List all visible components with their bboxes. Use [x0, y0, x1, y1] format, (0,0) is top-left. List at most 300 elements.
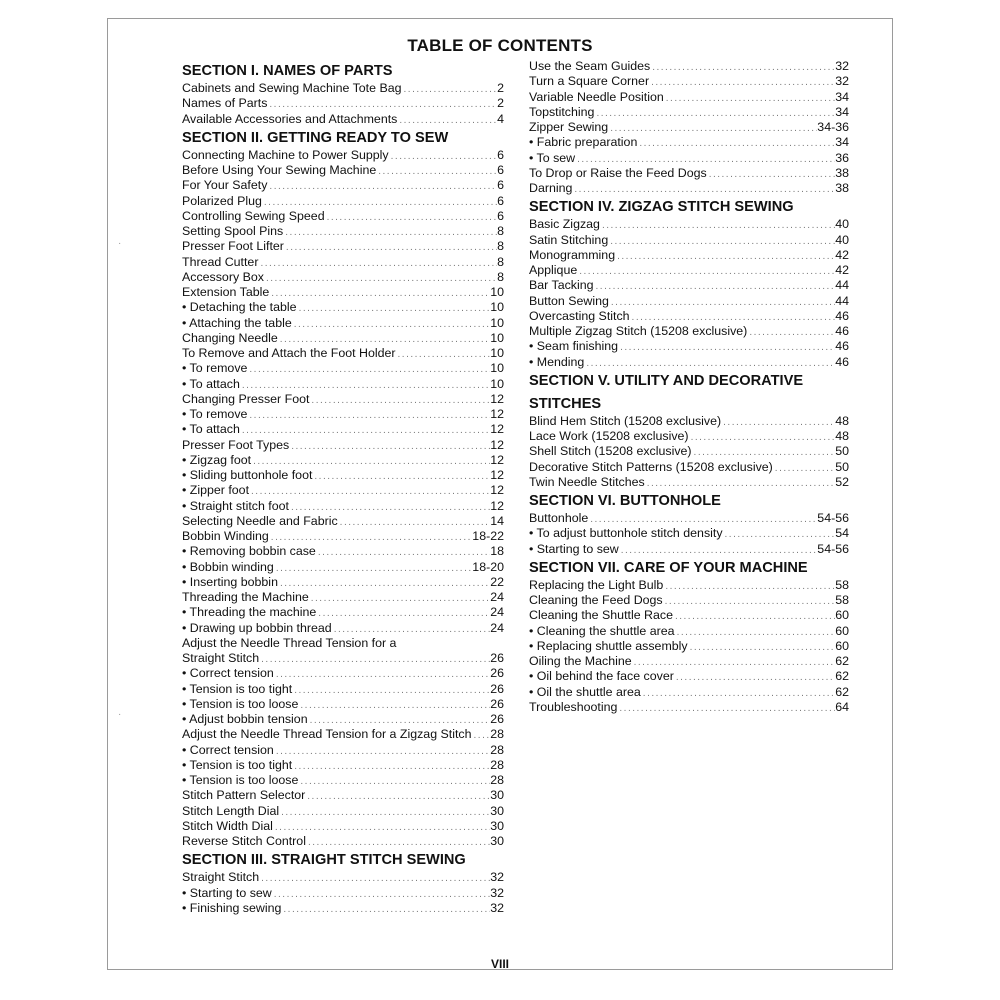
- toc-page-number: 30: [490, 834, 504, 848]
- toc-page-number: 52: [835, 474, 849, 489]
- toc-entry[interactable]: [182, 590, 504, 605]
- toc-entry-label: Darning: [529, 181, 573, 195]
- toc-entry-label: Extension Table: [182, 285, 270, 299]
- toc-entry-label: • Attaching the table: [182, 315, 292, 330]
- toc-entry-label: • Correct tension: [182, 666, 274, 681]
- toc-entry[interactable]: [182, 361, 504, 376]
- dot-leader: [292, 317, 490, 332]
- dot-leader: [264, 271, 497, 286]
- toc-entry-label: Bobbin Winding: [182, 529, 269, 543]
- toc-entry-label: Topstitching: [529, 104, 595, 119]
- toc-entry[interactable]: [182, 743, 504, 758]
- dot-leader: [618, 340, 835, 355]
- toc-page-number: 8: [497, 254, 504, 269]
- toc-page-number: 24: [490, 605, 504, 620]
- toc-entry[interactable]: [529, 166, 849, 181]
- scan-mark: ·: [118, 238, 122, 249]
- dot-leader: [600, 218, 835, 233]
- toc-entry-label: • Fabric preparation: [529, 135, 638, 150]
- toc-page-number: 38: [835, 165, 849, 180]
- toc-entry-label: Buttonhole: [529, 511, 589, 525]
- dot-leader: [274, 561, 472, 576]
- toc-entry[interactable]: [182, 682, 504, 697]
- toc-entry-label: To Drop or Raise the Feed Dogs: [529, 165, 707, 180]
- toc-page-number: 60: [835, 623, 849, 638]
- page-title: TABLE OF CONTENTS: [407, 36, 593, 55]
- dot-leader: [297, 301, 491, 316]
- toc-entry[interactable]: [529, 608, 849, 623]
- toc-entry[interactable]: [182, 422, 504, 437]
- toc-entry[interactable]: [182, 727, 504, 742]
- dot-leader: [630, 310, 836, 325]
- toc-page-number: 22: [490, 574, 504, 589]
- dot-leader: [251, 454, 490, 469]
- toc-entry[interactable]: [529, 669, 849, 684]
- dot-leader: [402, 82, 498, 97]
- dot-leader: [707, 167, 836, 182]
- toc-entry[interactable]: [182, 316, 504, 331]
- dot-leader: [641, 686, 835, 701]
- toc-right-column: [529, 59, 849, 715]
- toc-entry-label: Presser Foot Types: [182, 437, 290, 452]
- toc-entry-label: Changing Presser Foot: [182, 391, 310, 406]
- toc-page-number: 8: [497, 239, 504, 254]
- toc-page-number: 48: [835, 413, 849, 428]
- dot-leader: [637, 136, 835, 151]
- toc-page-number: 26: [490, 681, 504, 696]
- toc-entry-label: • Starting to sew: [529, 541, 619, 556]
- toc-entry[interactable]: [529, 294, 849, 309]
- dot-leader: [316, 545, 490, 560]
- dot-leader: [278, 576, 490, 591]
- toc-entry[interactable]: [529, 339, 849, 354]
- toc-entry-label: Twin Needle Stitches: [529, 474, 645, 489]
- toc-entry-label: • Zipper foot: [182, 483, 250, 498]
- toc-entry-label: • Oil the shuttle area: [529, 684, 641, 699]
- toc-page-number: 34: [835, 104, 849, 119]
- toc-page-number: 10: [490, 285, 504, 299]
- toc-page-number: 12: [490, 407, 504, 421]
- toc-entry[interactable]: [529, 90, 849, 105]
- toc-entry[interactable]: [182, 870, 504, 885]
- toc-entry[interactable]: [182, 651, 504, 666]
- toc-entry[interactable]: [529, 120, 849, 135]
- toc-page-number: 44: [835, 293, 849, 308]
- toc-entry[interactable]: [182, 483, 504, 498]
- toc-entry-line: [182, 636, 504, 651]
- toc-entry[interactable]: [529, 414, 849, 429]
- toc-entry[interactable]: [529, 639, 849, 654]
- toc-page-number: 10: [490, 315, 504, 330]
- dot-leader: [773, 461, 835, 476]
- dot-leader: [274, 744, 490, 759]
- toc-entry-label: • To adjust buttonhole stitch density: [529, 526, 723, 541]
- toc-entry-label: • Straight stitch foot: [182, 498, 289, 513]
- section-heading: SECTION II. GETTING READY TO SEW: [182, 129, 449, 146]
- toc-page-number: 32: [490, 885, 504, 900]
- toc-entry[interactable]: [182, 209, 504, 224]
- toc-entry[interactable]: [182, 529, 504, 544]
- toc-entry[interactable]: [529, 654, 849, 669]
- dot-leader: [723, 527, 836, 542]
- toc-entry-label: • Inserting bobbin: [182, 574, 278, 589]
- toc-entry[interactable]: [182, 621, 504, 636]
- toc-page-number: 6: [497, 147, 504, 162]
- toc-entry-label: Multiple Zigzag Stitch (15208 exclusive): [529, 324, 748, 338]
- toc-entry[interactable]: [529, 429, 849, 444]
- toc-entry[interactable]: [529, 135, 849, 150]
- toc-entry[interactable]: [182, 834, 504, 849]
- toc-page-number: 4: [497, 111, 504, 126]
- toc-entry[interactable]: [529, 475, 849, 490]
- toc-entry-label: Setting Spool Pins: [182, 224, 284, 238]
- toc-page-number: 46: [835, 324, 849, 338]
- toc-entry[interactable]: [182, 712, 504, 727]
- toc-entry[interactable]: [529, 181, 849, 196]
- toc-entry[interactable]: [529, 578, 849, 593]
- toc-entry[interactable]: [529, 233, 849, 248]
- toc-entry-label: Polarized Plug: [182, 193, 262, 208]
- toc-entry[interactable]: [182, 560, 504, 575]
- dot-leader: [396, 347, 491, 362]
- toc-entry-label: • Sliding buttonhole foot: [182, 468, 313, 482]
- toc-entry-label: Presser Foot Lifter: [182, 239, 284, 254]
- toc-entry-label: Accessory Box: [182, 269, 264, 284]
- toc-page-number: 62: [835, 654, 849, 668]
- toc-entry-label: • To remove: [182, 361, 248, 376]
- dot-leader: [258, 256, 497, 271]
- toc-entry-label: Thread Cutter: [182, 254, 259, 269]
- toc-entry-label: Lace Work (15208 exclusive): [529, 429, 689, 443]
- toc-page-number: 10: [490, 346, 504, 360]
- toc-entry[interactable]: [182, 148, 504, 163]
- toc-page-number: 28: [490, 727, 504, 742]
- toc-page-number: 46: [835, 354, 849, 369]
- toc-page-number: 2: [497, 96, 504, 111]
- dot-leader: [289, 500, 490, 515]
- toc-entry-label: Button Sewing: [529, 293, 609, 308]
- dot-leader: [575, 152, 835, 167]
- toc-entry-label: Cleaning the Feed Dogs: [529, 593, 663, 607]
- toc-page-number: 10: [490, 376, 504, 391]
- dot-leader: [309, 393, 490, 408]
- toc-page-number: 8: [497, 224, 504, 238]
- dot-leader: [332, 622, 491, 637]
- toc-page-number: 50: [835, 459, 849, 474]
- toc-entry-label: For Your Safety: [182, 178, 268, 193]
- toc-page-number: 38: [835, 181, 849, 195]
- dot-leader: [584, 356, 835, 371]
- toc-entry[interactable]: [529, 74, 849, 89]
- toc-entry-label: Threading the Machine: [182, 590, 309, 604]
- toc-entry-label: • Mending: [529, 354, 585, 369]
- toc-entry[interactable]: [529, 700, 849, 715]
- toc-entry[interactable]: [182, 239, 504, 254]
- toc-entry[interactable]: [182, 514, 504, 529]
- dot-leader: [247, 408, 490, 423]
- dot-leader: [609, 295, 835, 310]
- dot-leader: [572, 182, 835, 197]
- toc-entry-label: Adjust the Needle Thread Tension for a Zigzag Stitch: [182, 727, 472, 742]
- toc-entry-label: • Tension is too tight: [182, 681, 293, 696]
- toc-entry-label: Straight Stitch: [182, 870, 260, 885]
- toc-entry-label: Basic Zigzag: [529, 217, 600, 232]
- toc-entry-label: • Bobbin winding: [182, 559, 274, 574]
- dot-leader: [289, 439, 490, 454]
- toc-entry-label: • Seam finishing: [529, 339, 619, 354]
- toc-page-number: 46: [835, 339, 849, 354]
- toc-page-number: 54-56: [817, 541, 849, 556]
- toc-page-number: 6: [497, 163, 504, 177]
- toc-entry[interactable]: [182, 758, 504, 773]
- toc-entry[interactable]: [182, 575, 504, 590]
- dot-leader: [274, 667, 490, 682]
- toc-entry[interactable]: [182, 788, 504, 803]
- toc-entry-label: • Zigzag foot: [182, 452, 252, 467]
- dot-leader: [689, 430, 836, 445]
- toc-entry-label: Selecting Needle and Fabric: [182, 513, 338, 528]
- section-heading: SECTION V. UTILITY AND DECORATIVE: [529, 372, 804, 389]
- toc-entry-label: Bar Tacking: [529, 278, 594, 293]
- toc-entry-label: Overcasting Stitch: [529, 308, 630, 323]
- toc-entry-label: Straight Stitch: [182, 651, 260, 665]
- toc-entry[interactable]: [182, 438, 504, 453]
- dot-leader: [674, 670, 835, 685]
- toc-entry-label: Oiling the Machine: [529, 654, 632, 668]
- toc-entry[interactable]: [182, 468, 504, 483]
- dot-leader: [673, 609, 835, 624]
- toc-page-number: 54: [835, 526, 849, 541]
- toc-page-number: 10: [490, 361, 504, 376]
- dot-leader: [608, 234, 835, 249]
- dot-leader: [267, 97, 497, 112]
- toc-page-number: 26: [490, 712, 504, 726]
- dot-leader: [389, 149, 497, 164]
- dot-leader: [249, 484, 490, 499]
- toc-entry[interactable]: [529, 324, 849, 339]
- toc-page-number: 26: [490, 666, 504, 681]
- toc-page-number: 18-20: [472, 559, 504, 574]
- toc-page-number: 34-36: [817, 120, 849, 134]
- toc-entry-label: Stitch Width Dial: [182, 818, 273, 833]
- toc-entry[interactable]: [182, 270, 504, 285]
- toc-entry[interactable]: [529, 511, 849, 526]
- toc-entry[interactable]: [182, 804, 504, 819]
- toc-page-number: 6: [497, 208, 504, 223]
- toc-page-number: 30: [490, 818, 504, 833]
- toc-entry-label: Replacing the Light Bulb: [529, 577, 664, 592]
- toc-page-number: 60: [835, 638, 849, 653]
- toc-page-number: 32: [835, 74, 849, 89]
- toc-entry-label: Changing Needle: [182, 330, 278, 345]
- toc-page-number: 48: [835, 429, 849, 443]
- toc-entry-label: Applique: [529, 263, 578, 277]
- toc-entry[interactable]: [529, 309, 849, 324]
- toc-entry-label: Troubleshooting: [529, 699, 618, 714]
- dot-leader: [281, 902, 490, 917]
- toc-entry[interactable]: [182, 666, 504, 681]
- toc-page-number: 24: [490, 590, 504, 604]
- toc-entry-label: • Replacing shuttle assembly: [529, 638, 688, 653]
- toc-page-number: 32: [490, 870, 504, 885]
- toc-entry[interactable]: [182, 178, 504, 193]
- toc-entry[interactable]: [529, 151, 849, 166]
- toc-page-number: 40: [835, 232, 849, 247]
- toc-page-number: 34: [835, 135, 849, 150]
- toc-entry-label: Monogramming: [529, 247, 616, 262]
- toc-entry-label: • To sew: [529, 150, 576, 165]
- dot-leader: [325, 210, 498, 225]
- toc-page-number: 12: [490, 498, 504, 513]
- toc-entry[interactable]: [182, 255, 504, 270]
- toc-page-number: 10: [490, 330, 504, 345]
- section-heading: SECTION IV. ZIGZAG STITCH SEWING: [529, 199, 794, 216]
- toc-entry[interactable]: [529, 444, 849, 459]
- dot-leader: [663, 594, 836, 609]
- dot-leader: [305, 789, 490, 804]
- toc-entry[interactable]: [529, 278, 849, 293]
- dot-leader: [240, 378, 490, 393]
- toc-entry-label: Use the Seam Guides: [529, 59, 651, 73]
- toc-entry[interactable]: [529, 105, 849, 120]
- toc-entry[interactable]: [182, 96, 504, 111]
- toc-page-number: 12: [490, 391, 504, 406]
- dot-leader: [594, 106, 835, 121]
- toc-entry-label: • Oil behind the face cover: [529, 669, 674, 684]
- dot-leader: [608, 121, 817, 136]
- toc-entry[interactable]: [182, 346, 504, 361]
- toc-entry-label: • Tension is too loose: [182, 696, 299, 711]
- toc-page-number: 18: [490, 544, 504, 559]
- toc-entry[interactable]: [529, 593, 849, 608]
- toc-entry-label: Shell Stitch (15208 exclusive): [529, 444, 692, 459]
- toc-entry-label: Names of Parts: [182, 96, 268, 111]
- toc-entry[interactable]: [182, 112, 504, 127]
- dot-leader: [259, 871, 490, 886]
- dot-leader: [663, 579, 835, 594]
- dot-leader: [278, 332, 490, 347]
- toc-entry-label: Decorative Stitch Patterns (15208 exclusive): [529, 459, 773, 474]
- toc-entry-label: • To remove: [182, 407, 248, 421]
- toc-entry[interactable]: [529, 263, 849, 278]
- toc-entry[interactable]: [182, 605, 504, 620]
- dot-leader: [273, 820, 490, 835]
- toc-entry[interactable]: [529, 685, 849, 700]
- toc-entry[interactable]: [529, 542, 849, 557]
- dot-leader: [664, 91, 835, 106]
- toc-entry-label: • Drawing up bobbin thread: [182, 620, 332, 635]
- toc-entry[interactable]: [182, 285, 504, 300]
- toc-entry[interactable]: [529, 248, 849, 263]
- toc-entry-label: • To attach: [182, 422, 240, 437]
- toc-entry[interactable]: [182, 300, 504, 315]
- dot-leader: [397, 113, 497, 128]
- dot-leader: [309, 591, 490, 606]
- toc-entry[interactable]: [529, 355, 849, 370]
- dot-leader: [645, 476, 836, 491]
- section-heading: SECTION I. NAMES OF PARTS: [182, 63, 393, 79]
- toc-page-number: 28: [490, 757, 504, 772]
- toc-entry-label: Turn a Square Corner: [529, 74, 650, 89]
- toc-entry-label: Blind Hem Stitch (15208 exclusive): [529, 413, 722, 428]
- dot-leader: [588, 512, 817, 527]
- section-heading: SECTION VII. CARE OF YOUR MACHINE: [529, 559, 808, 576]
- toc-entry-label: Adjust the Needle Thread Tension for a: [182, 635, 397, 650]
- dot-leader: [308, 713, 491, 728]
- toc-entry-label: Controlling Sewing Speed: [182, 208, 325, 223]
- toc-page-number: 64: [835, 699, 849, 714]
- toc-entry[interactable]: [182, 819, 504, 834]
- toc-page-number: 6: [497, 193, 504, 208]
- toc-page-number: 28: [490, 742, 504, 757]
- toc-page-number: 44: [835, 278, 849, 293]
- toc-entry[interactable]: [529, 217, 849, 232]
- toc-entry-label: • Removing bobbin case: [182, 544, 316, 559]
- toc-entry[interactable]: [182, 331, 504, 346]
- toc-entry[interactable]: [182, 697, 504, 712]
- toc-entry-label: • Tension is too tight: [182, 757, 293, 772]
- toc-page-number: 58: [835, 577, 849, 592]
- toc-entry[interactable]: [182, 544, 504, 559]
- dot-leader: [619, 543, 818, 558]
- toc-page-number: 62: [835, 684, 849, 699]
- dot-leader: [298, 774, 490, 789]
- toc-entry[interactable]: [182, 377, 504, 392]
- toc-page-number: 42: [835, 247, 849, 262]
- toc-page-number: 18-22: [472, 529, 504, 543]
- scan-mark: ·: [118, 709, 122, 720]
- toc-page-number: 46: [835, 308, 849, 323]
- toc-entry[interactable]: [182, 886, 504, 901]
- dot-leader: [617, 701, 835, 716]
- toc-page-number: 24: [490, 620, 504, 635]
- toc-page-number: 6: [497, 178, 504, 193]
- toc-entry-label: Before Using Your Sewing Machine: [182, 163, 377, 177]
- toc-entry[interactable]: [182, 453, 504, 468]
- toc-page-number: 32: [490, 900, 504, 915]
- toc-page-number: 12: [490, 437, 504, 452]
- toc-entry-label: Connecting Machine to Power Supply: [182, 147, 389, 162]
- toc-page-number: 60: [835, 608, 849, 623]
- toc-entry[interactable]: [182, 407, 504, 422]
- toc-entry-label: • To attach: [182, 376, 240, 391]
- toc-entry[interactable]: [529, 460, 849, 475]
- toc-entry-label: Available Accessories and Attachments: [182, 111, 398, 126]
- toc-entry-label: • Tension is too loose: [182, 773, 299, 787]
- toc-entry-label: Cleaning the Shuttle Race: [529, 608, 673, 623]
- toc-entry[interactable]: [529, 526, 849, 541]
- toc-entry[interactable]: [182, 224, 504, 239]
- toc-entry[interactable]: [182, 499, 504, 514]
- toc-entry[interactable]: [182, 81, 504, 96]
- toc-entry[interactable]: [182, 194, 504, 209]
- toc-page-number: 62: [835, 669, 849, 684]
- toc-entry[interactable]: [529, 624, 849, 639]
- toc-entry[interactable]: [182, 392, 504, 407]
- toc-entry[interactable]: [182, 163, 504, 178]
- toc-entry-label: • Threading the machine: [182, 605, 317, 620]
- toc-entry[interactable]: [182, 773, 504, 788]
- dot-leader: [316, 606, 490, 621]
- toc-entry-label: Cabinets and Sewing Machine Tote Bag: [182, 81, 402, 95]
- toc-page-number: 26: [490, 696, 504, 711]
- dot-leader: [338, 515, 491, 530]
- toc-entry[interactable]: [182, 901, 504, 916]
- toc-entry-label: Stitch Length Dial: [182, 803, 280, 818]
- toc-entry[interactable]: [529, 59, 849, 74]
- dot-leader: [279, 805, 490, 820]
- dot-leader: [259, 652, 490, 667]
